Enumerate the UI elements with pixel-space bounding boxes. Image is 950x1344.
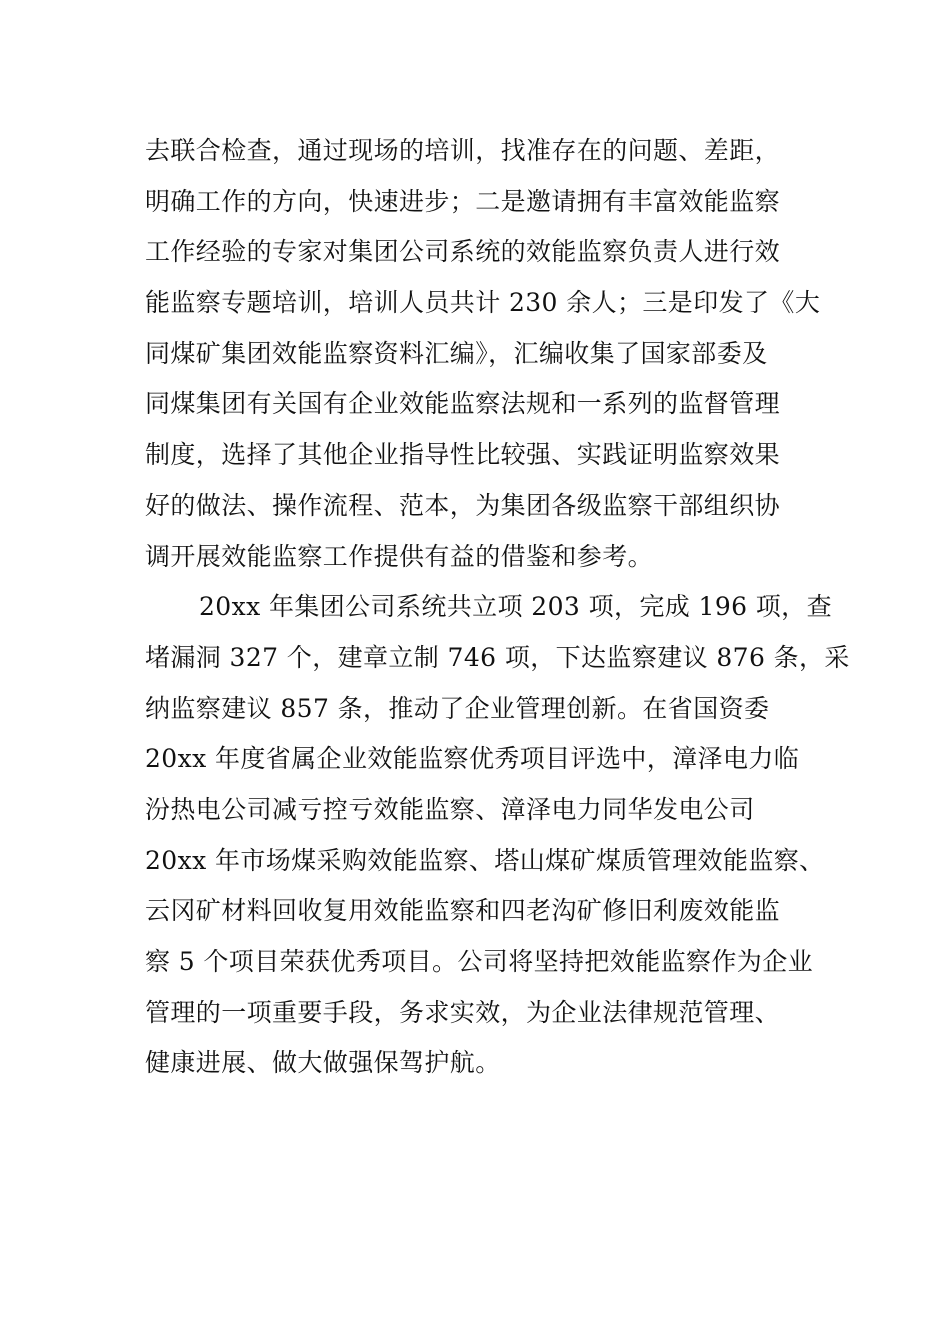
text-line: 去联合检查，通过现场的培训，找准存在的问题、差距， bbox=[145, 136, 781, 165]
text-line: 20xx 年市场煤采购效能监察、塔山煤矿煤质管理效能监察、 bbox=[145, 845, 825, 875]
text-line: 调开展效能监察工作提供有益的借鉴和参考。 bbox=[145, 541, 654, 571]
text-line: 纳监察建议 857 条，推动了企业管理创新。在省国资委 bbox=[145, 693, 770, 723]
text-line: 察 5 个项目荣获优秀项目。公司将坚持把效能监察作为企业 bbox=[145, 947, 814, 976]
text-line: 工作经验的专家对集团公司系统的效能监察负责人进行效 bbox=[145, 237, 781, 267]
text-line: 明确工作的方向，快速进步；二是邀请拥有丰富效能监察 bbox=[145, 186, 781, 216]
text-line: 同煤矿集团效能监察资料汇编》，汇编收集了国家部委及 bbox=[145, 338, 768, 368]
text-line: 汾热电公司减亏控亏效能监察、漳泽电力同华发电公司 bbox=[145, 794, 755, 824]
text-line: 云冈矿材料回收复用效能监察和四老沟矿修旧利废效能监 bbox=[145, 896, 781, 926]
text-line: 堵漏洞 327 个，建章立制 746 项，下达监察建议 876 条，采 bbox=[145, 642, 850, 672]
paragraph-2 bbox=[145, 582, 850, 1089]
text-line: 能监察专题培训，培训人员共计 230 余人；三是印发了《大 bbox=[145, 288, 821, 318]
text-line: 同煤集团有关国有企业效能监察法规和一系列的监督管理 bbox=[145, 389, 781, 419]
document-body bbox=[145, 126, 850, 1089]
text-line: 制度，选择了其他企业指导性比较强、实践证明监察效果 bbox=[145, 440, 781, 470]
text-line: 好的做法、操作流程、范本，为集团各级监察干部组织协 bbox=[145, 490, 781, 520]
text-line: 健康进展、做大做强保驾护航。 bbox=[145, 1048, 501, 1078]
text-line-indented: 20xx 年集团公司系统共立项 203 项，完成 196 项，查 bbox=[199, 592, 832, 622]
paragraph-1 bbox=[145, 126, 825, 582]
text-line: 20xx 年度省属企业效能监察优秀项目评选中，漳泽电力临 bbox=[145, 744, 800, 774]
text-line: 管理的一项重要手段，务求实效，为企业法律规范管理、 bbox=[145, 997, 781, 1027]
